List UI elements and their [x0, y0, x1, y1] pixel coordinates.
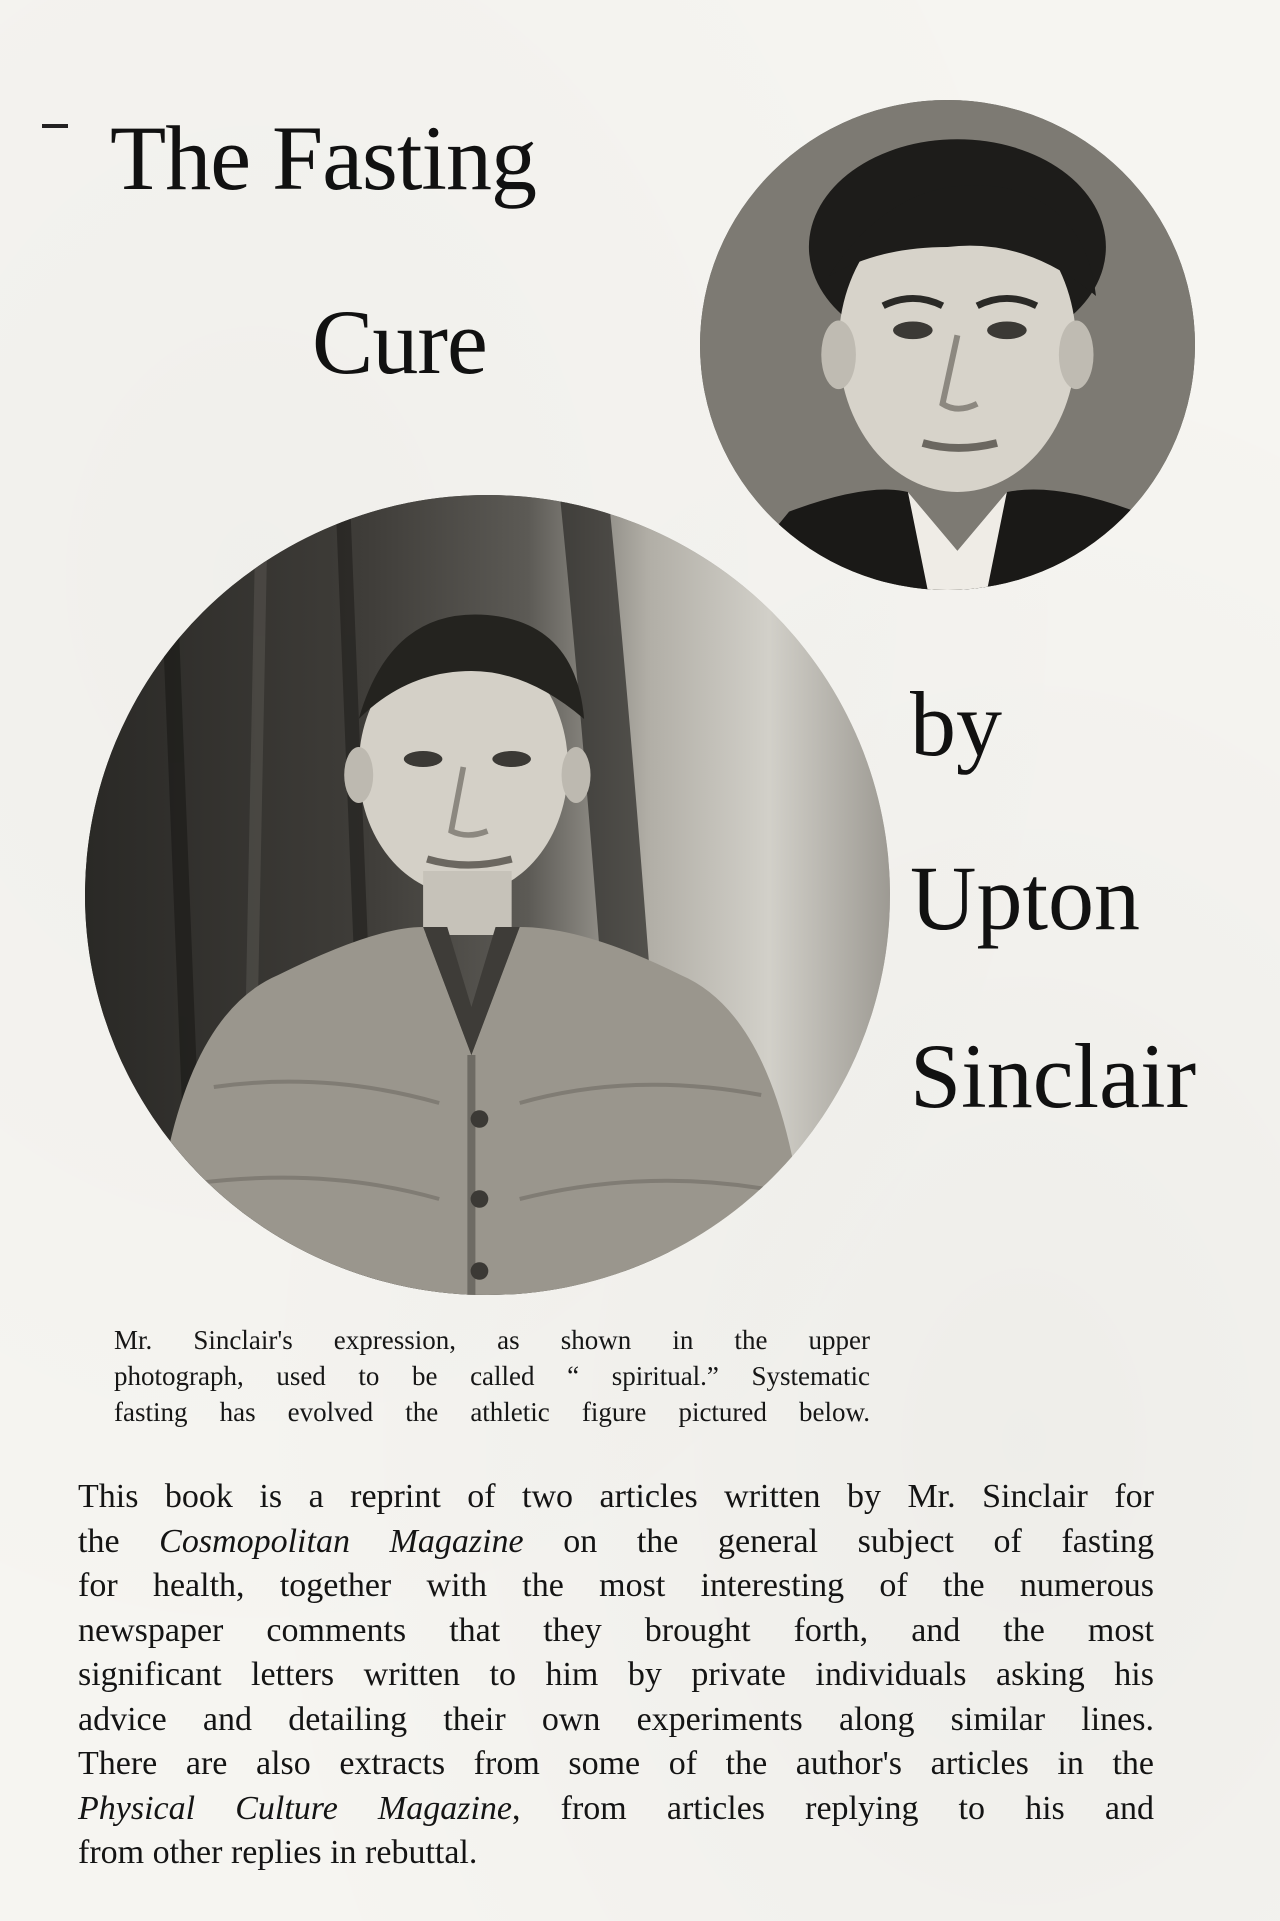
byline-by: by	[910, 673, 1002, 775]
lower-portrait-photo	[85, 495, 890, 1295]
body-text-run: on the general subject of fasting	[523, 1522, 1154, 1560]
body-line: advice and detailing their own experiments along similar lines.	[78, 1700, 1154, 1738]
magazine-title-cosmopolitan: Cosmopolitan Magazine	[159, 1522, 524, 1560]
body-line: newspaper comments that they brought forth, and the most	[78, 1611, 1154, 1649]
body-line: from other replies in rebuttal.	[78, 1834, 478, 1871]
body-line: for health, together with the most interesting of the numerous	[78, 1567, 1154, 1604]
body-text-run: , from articles replying to his and	[512, 1789, 1154, 1827]
page-title-line-1: The Fasting	[110, 107, 536, 209]
page-title-line-2: Cure	[312, 291, 487, 393]
upper-portrait-photo	[700, 100, 1195, 590]
body-text-run: the	[78, 1522, 160, 1560]
author-last-name: Sinclair	[910, 1025, 1197, 1127]
book-description	[78, 1475, 1154, 1876]
lower-portrait-illustration	[85, 495, 890, 1295]
magazine-title-physical-culture: Physical Culture Magazine	[78, 1789, 513, 1827]
caption-line: Mr. Sinclair's expression, as shown in the upper	[114, 1325, 870, 1355]
upper-portrait-illustration	[700, 100, 1195, 590]
caption-line: fasting has evolved the athletic figure pictured below.	[114, 1397, 870, 1427]
body-line: There are also extracts from some of the author's articles in the	[78, 1745, 1154, 1782]
author-first-name: Upton	[910, 847, 1140, 949]
stray-print-mark	[42, 124, 68, 128]
body-line: This book is a reprint of two articles written by Mr. Sinclair for	[78, 1478, 1154, 1515]
body-line	[78, 1787, 1154, 1832]
photo-caption	[114, 1322, 870, 1430]
body-line	[78, 1520, 1154, 1565]
caption-line: photograph, used to be called “ spiritual.” Systematic	[114, 1361, 870, 1391]
body-line: significant letters written to him by private individuals asking his	[78, 1656, 1154, 1693]
